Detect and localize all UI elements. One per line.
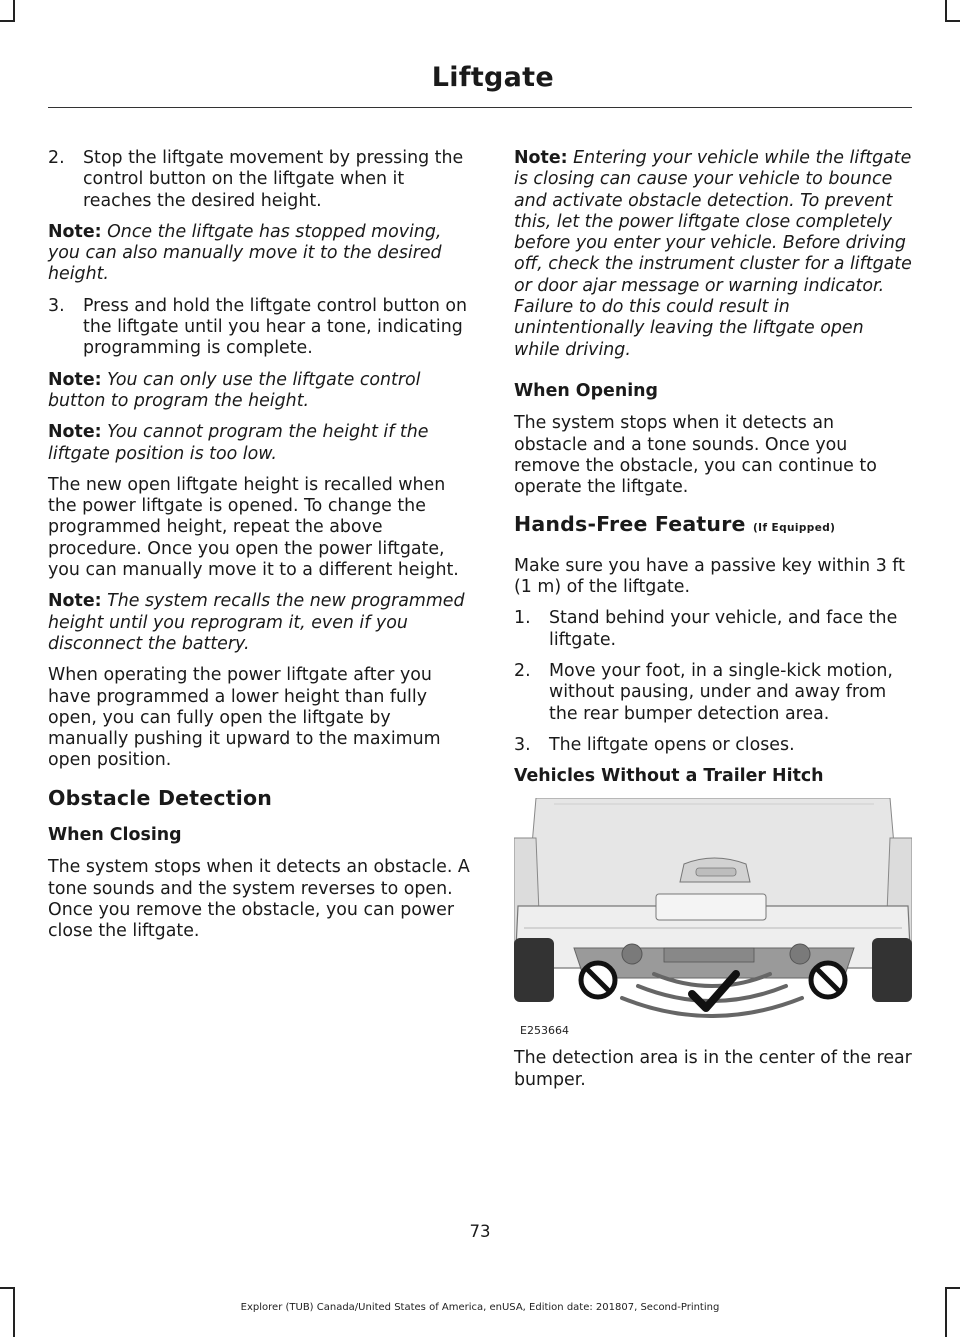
paragraph: The system stops when it detects an obstacle. A tone sounds and the system reverses to open. Once you remove the obstacle, you can power close the liftgate. — [48, 857, 470, 942]
crop-mark — [945, 1287, 960, 1289]
step-number: 3. — [48, 295, 65, 316]
step-number: 1. — [514, 608, 531, 629]
step-number: 2. — [514, 660, 531, 681]
subsection-heading: Vehicles Without a Trailer Hitch — [514, 766, 824, 787]
note-label: Note: — [514, 148, 568, 168]
note-text: You cannot program the height if the liftgate position is too low. — [48, 422, 429, 464]
note — [48, 222, 476, 286]
note — [514, 148, 912, 361]
left-column — [48, 148, 476, 953]
crop-mark — [945, 0, 947, 22]
rear-bumper-figure — [514, 798, 912, 1038]
note-text: Once the liftgate has stopped moving, you can also manually move it to the desired height. — [48, 221, 442, 285]
crop-mark — [0, 20, 15, 22]
paragraph: Make sure you have a passive key within 3 ft (1 m) of the liftgate. — [514, 555, 905, 598]
header-divider — [48, 107, 912, 108]
section-heading — [514, 514, 912, 539]
section-heading: Obstacle Detection — [48, 785, 273, 810]
equipped-tag: (If Equipped) — [752, 522, 836, 535]
checkmark-icon — [692, 974, 736, 1008]
step-text: Stop the liftgate movement by pressing the control button on the liftgate when it reaches the desired height. — [83, 148, 464, 211]
note — [48, 591, 476, 655]
step-3 — [514, 735, 912, 756]
step-2 — [48, 148, 476, 212]
rear-bumper-illustration — [514, 798, 912, 1018]
paragraph: The new open liftgate height is recalled when the power liftgate is opened. To change the programmed height, repeat the above procedure. Once you open the power liftgate, you can manually move it to a different height. — [48, 474, 459, 581]
note-text: You can only use the liftgate control button to program the height. — [48, 369, 421, 411]
step-number: 2. — [48, 148, 65, 168]
note-label: Note: — [48, 591, 102, 612]
step-3 — [48, 296, 476, 360]
step-text: The liftgate opens or closes. — [549, 734, 795, 755]
note — [48, 370, 476, 413]
crop-mark — [0, 1287, 15, 1289]
note-label: Note: — [48, 369, 102, 390]
step-number: 3. — [514, 734, 531, 755]
note-label: Note: — [48, 422, 102, 443]
page-title: Liftgate — [431, 62, 554, 93]
note-text: The system recalls the new programmed height until you reprogram it, even if you disconnect the battery. — [48, 591, 465, 654]
subsection-heading: When Opening — [514, 380, 658, 401]
paragraph: The system stops when it detects an obstacle and a tone sounds. Once you remove the obstacle, you can continue to operate the liftgate. — [514, 413, 877, 498]
note-label: Note: — [48, 221, 102, 242]
edition-footer: Explorer (TUB) Canada/United States of America, enUSA, Edition date: 201807, Second-Printing — [240, 1302, 720, 1313]
page-number: 73 — [469, 1222, 491, 1241]
prohibited-icon — [811, 963, 845, 997]
note — [48, 422, 476, 465]
note-text: Entering your vehicle while the liftgate is closing can cause your vehicle to bounce and activate obstacle detection. To prevent this, let the power liftgate close completely before you enter your vehicle. Before driving off, check the instrument cluster for a liftgate or door ajar message or warning indicator. Failure to do this could result in unintentionally leaving the liftgate open while driving. — [514, 148, 912, 360]
paragraph: When operating the power liftgate after you have programmed a lower height than fully open, you can fully open the liftgate by manually pushing it upward to the maximum open position. — [48, 665, 441, 771]
crop-mark — [945, 20, 960, 22]
figure-code: E253664 — [520, 1024, 569, 1038]
step-1 — [514, 608, 912, 651]
step-text: Move your foot, in a single-kick motion, without pausing, under and away from the rear bumper detection area. — [549, 660, 893, 724]
crop-mark — [13, 0, 15, 22]
heading-text: Hands-Free Feature — [514, 512, 746, 537]
paragraph: The detection area is in the center of the rear bumper. — [514, 1048, 912, 1090]
prohibited-icon — [581, 963, 615, 997]
right-column — [514, 148, 912, 1101]
step-text: Stand behind your vehicle, and face the liftgate. — [549, 608, 898, 650]
step-2 — [514, 661, 912, 725]
subsection-heading: When Closing — [48, 825, 182, 846]
step-text: Press and hold the liftgate control button on the liftgate until you hear a tone, indicating programming is complete. — [83, 295, 468, 359]
